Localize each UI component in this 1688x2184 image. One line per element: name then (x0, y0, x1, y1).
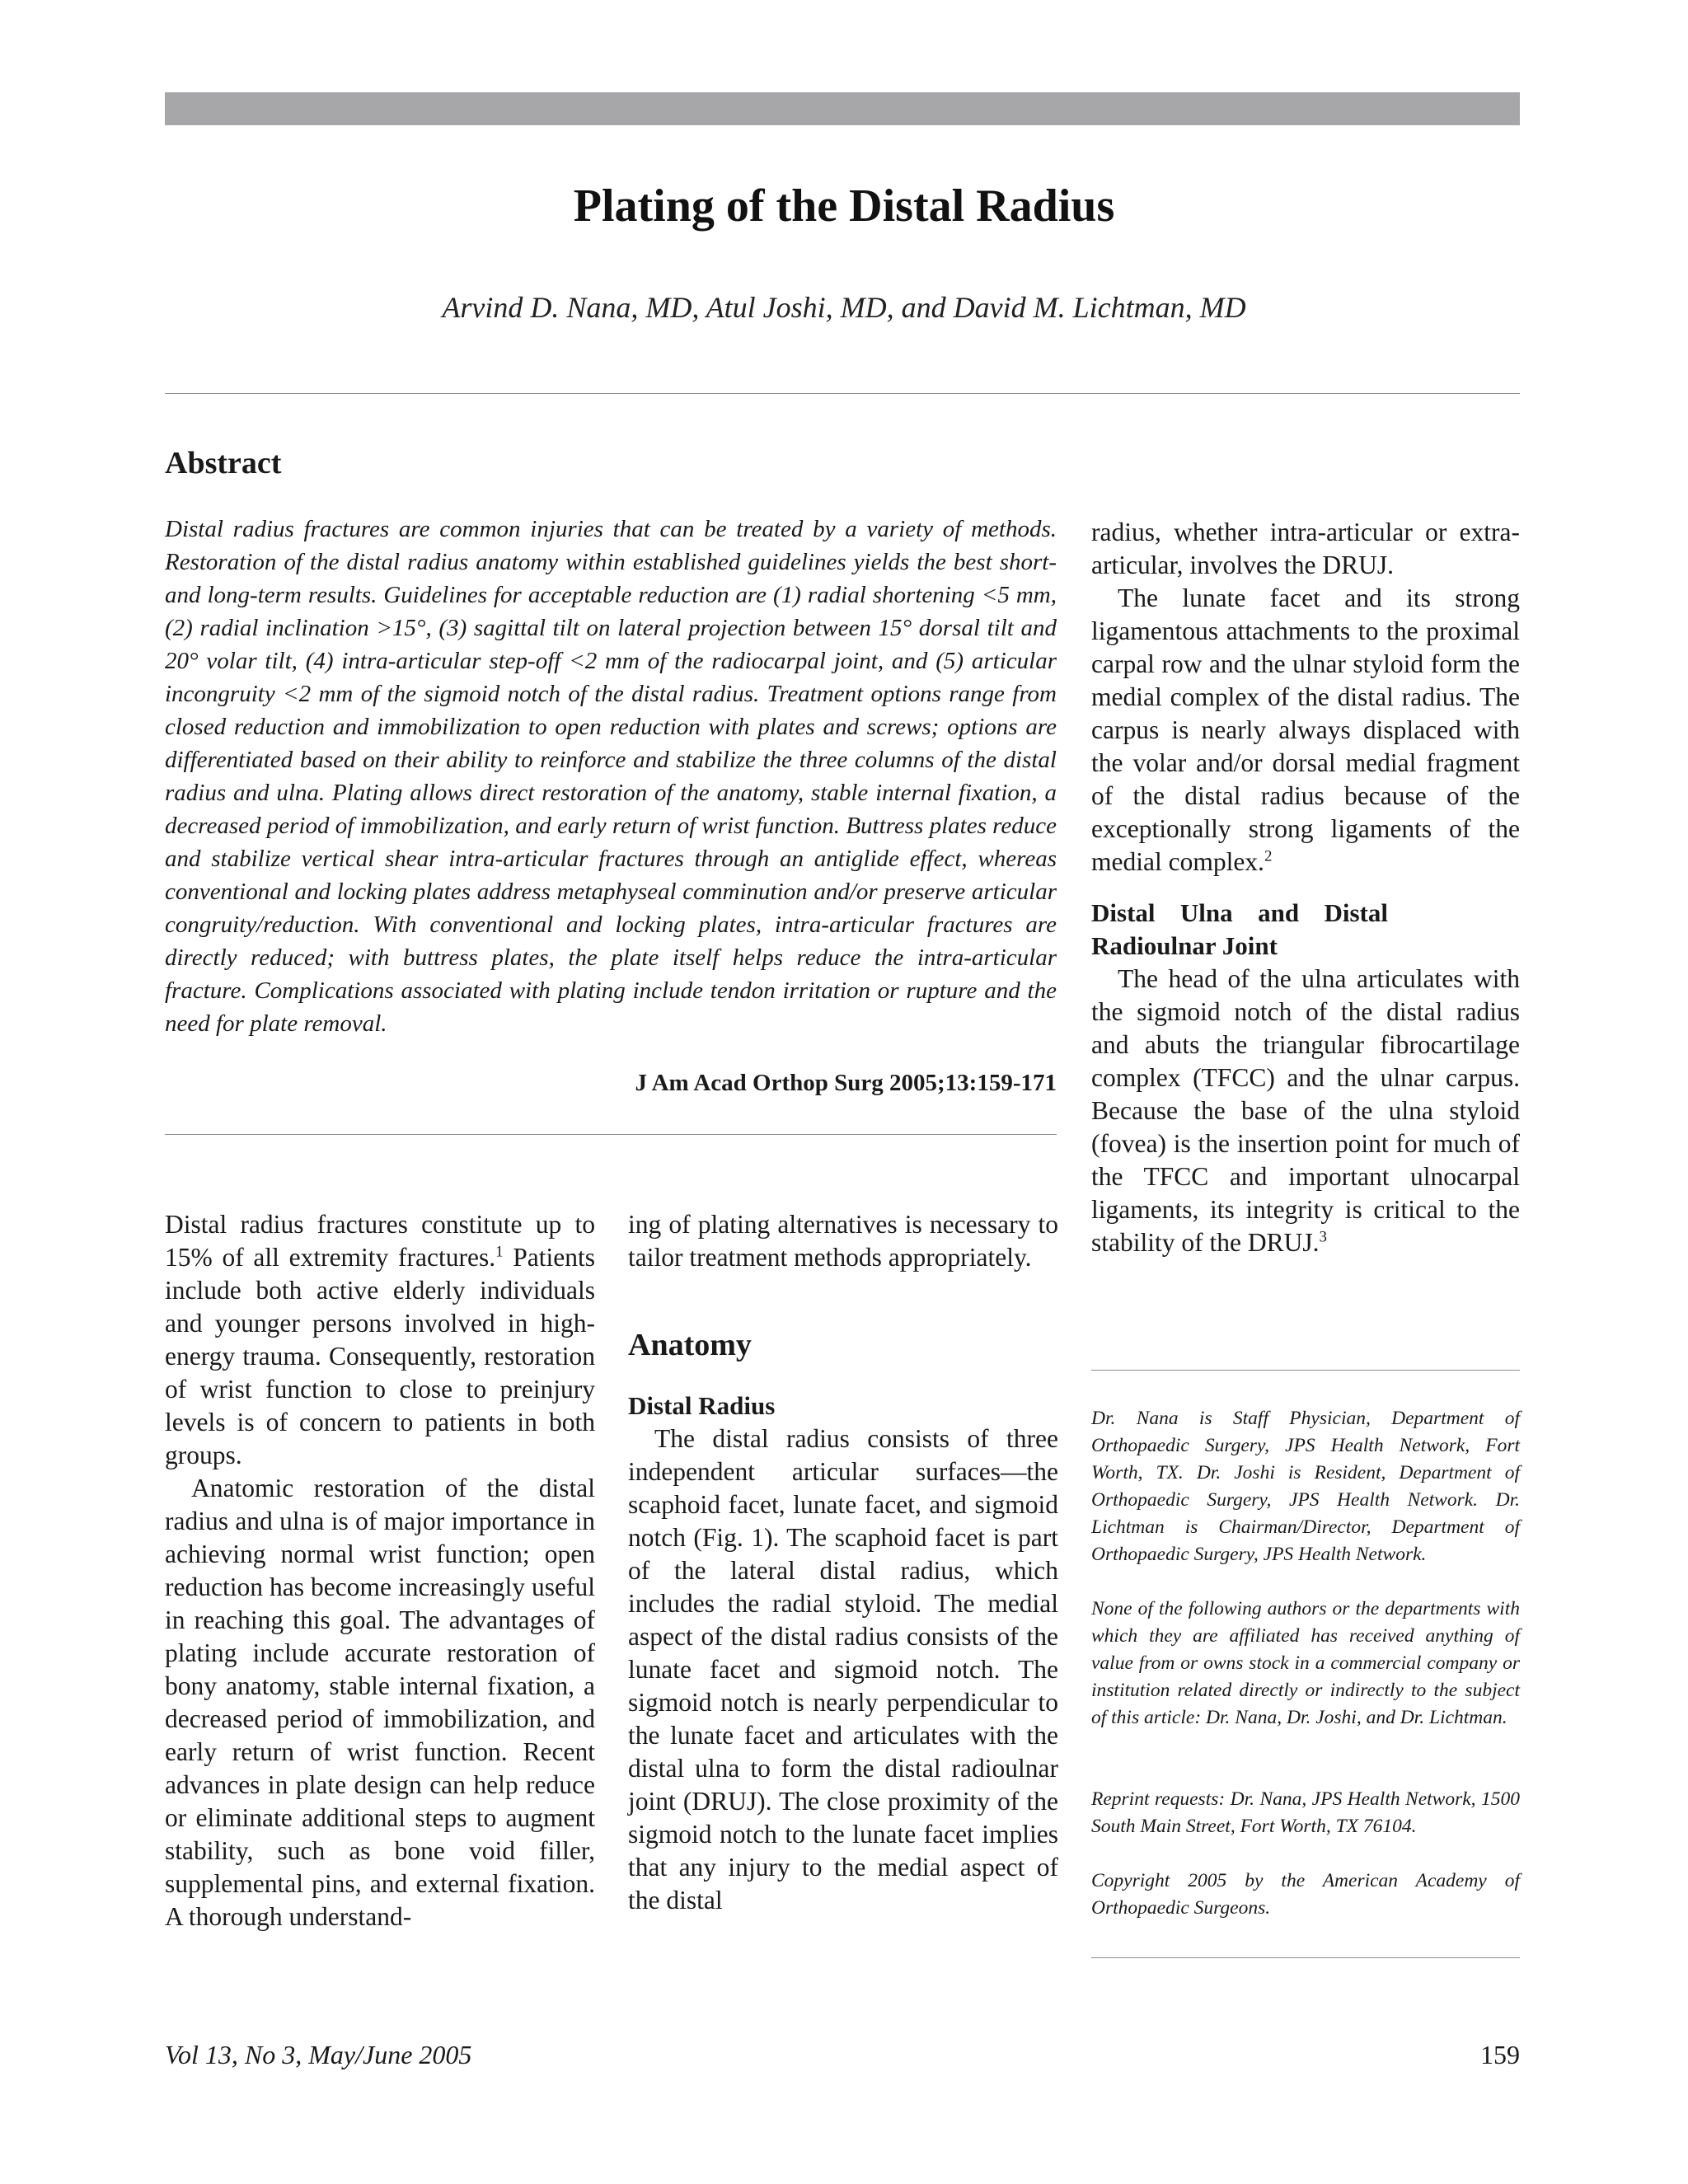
reference-marker: 1 (495, 1243, 504, 1261)
journal-citation: J Am Acad Orthop Surg 2005;13:159-171 (635, 1070, 1057, 1096)
article-title: Plating of the Distal Radius (573, 180, 1115, 232)
article-authors: Arvind D. Nana, MD, Atul Joshi, MD, and David M. Lichtman, MD (442, 291, 1246, 324)
abstract-heading: Abstract (165, 446, 282, 480)
footnote-copyright: Copyright 2005 by the American Academy of Orthopaedic Surgeons. (1091, 1870, 1520, 1919)
header-bar (165, 92, 1520, 125)
body-column-1 (165, 1208, 595, 1933)
subsection-heading-distal-radius: Distal Radius (628, 1391, 776, 1420)
subsection-heading-distal-ulna: Distal Ulna and Distal Radioulnar Joint (1091, 898, 1388, 960)
section-heading-anatomy: Anatomy (628, 1328, 752, 1362)
paragraph: Anatomic restoration of the distal radius and ulna is of major importance in achieving normal wrist function; open reduction has become increasingly useful in reaching this goal. The advantages of plating include accurate restoration of bony anatomy, stable internal fixation, a decreased period of immobilization, and early return of wrist function. Recent advances in plate design can help reduce or eliminate additional steps to augment stability, such as bone void filler, supplemental pins, and external fixation. A thorough understand- (165, 1474, 595, 1931)
paragraph: The lunate facet and its strong ligamentous attachments to the proximal carpal row and the ulnar styloid form the medial complex of the distal radius. The carpus is nearly always displaced with the volar and/or dorsal medial fragment of the distal radius because of the exceptionally strong ligaments of the medial complex.$^2$ (1091, 583, 1520, 876)
body-column-2 (628, 1208, 1058, 1917)
abstract-text: Distal radius fractures are common injuries that can be treated by a variety of methods. Restoration of the distal radius anatomy within established guidelines yields the best short- and long-term results. Guidelines for acceptable reduction are (1) radial shortening <5 mm, (2) radial inclination >15°, (3) sagittal tilt on lateral projection between 15° dorsal tilt and 20° volar tilt, (4) intra-articular step-off <2 mm of the radiocarpal joint, and (5) articular incongruity <2 mm of the sigmoid notch of the distal radius. Treatment options range from closed reduction and immobilization to open reduction with plates and screws; options are differentiated based on their ability to reinforce and stabilize the three columns of the distal radius and ulna. Plating allows direct restoration of the anatomy, stable internal fixation, a decreased period of immobilization, and early return of wrist function. Buttress plates reduce and stabilize vertical shear intra-articular fractures through an antiglide effect, whereas conventional and locking plates address metaphyseal comminution and/or preserve articular congruity/reduction. With conventional and locking plates, intra-articular fractures are directly reduced; with buttress plates, the plate itself helps reduce the intra-articular fracture. Complications associated with plating include tendon irritation or rupture and the need for plate removal. (165, 516, 1057, 1037)
divider (1091, 1370, 1520, 1371)
footnote-reprints: Reprint requests: Dr. Nana, JPS Health Network, 1500 South Main Street, Fort Worth, TX 76104. (1091, 1788, 1520, 1837)
reference-marker: 2 (1264, 847, 1273, 865)
paragraph: The head of the ulna articulates with the sigmoid notch of the distal radius and abuts the triangular fibrocartilage complex (TFCC) and the ulnar carpus. Because the base of the ulna styloid (fovea) is the insertion point for much of the TFCC and important ulnocarpal ligaments, its integrity is critical to the stability of the DRUJ.$^3$ (1091, 964, 1520, 1257)
page-number: 159 (1480, 2040, 1520, 2069)
footnote-disclosure: None of the following authors or the departments with which they are affiliated has received anything of value from or owns stock in a commercial company or institution related directly or indirectly to the subject of this article: Dr. Nana, Dr. Joshi, and Dr. Lichtman. (1091, 1598, 1520, 1728)
paragraph: radius, whether intra-articular or extra-articular, involves the DRUJ. (1091, 518, 1520, 579)
issue-info: Vol 13, No 3, May/June 2005 (165, 2040, 472, 2069)
footnote-affiliations: Dr. Nana is Staff Physician, Department of Orthopaedic Surgery, JPS Health Network, Fort Worth, TX. Dr. Joshi is Resident, Department of Orthopaedic Surgery, JPS Health Network. Dr. Lichtman is Chairman/Director, Department of Orthopaedic Surgery, JPS Health Network. (1091, 1408, 1520, 1565)
body-column-3 (1091, 516, 1520, 1259)
divider (1091, 1957, 1520, 1958)
paragraph: ing of plating alternatives is necessary to tailor treatment methods appropriately. (628, 1210, 1058, 1272)
paragraph: The distal radius consists of three independent articular surfaces—the scaphoid facet, lunate facet, and sigmoid notch (Fig. 1). The scaphoid facet is part of the lateral distal radius, which includes the radial styloid. The medial aspect of the distal radius consists of the lunate facet and sigmoid notch. The sigmoid notch is nearly perpendicular to the lunate facet and articulates with the distal ulna to form the distal radioulnar joint (DRUJ). The close proximity of the sigmoid notch to the lunate facet implies that any injury to the medial aspect of the distal (628, 1424, 1058, 1915)
paragraph: Distal radius fractures constitute up to 15% of all extremity fractures.$^1$ Patients include both active elderly individuals and younger persons involved in high-energy trauma. Consequently, restoration of wrist function to close to preinjury levels is of concern to patients in both groups. (165, 1210, 595, 1469)
reference-marker: 3 (1319, 1228, 1327, 1246)
divider (165, 393, 1520, 394)
divider (165, 1134, 1057, 1135)
